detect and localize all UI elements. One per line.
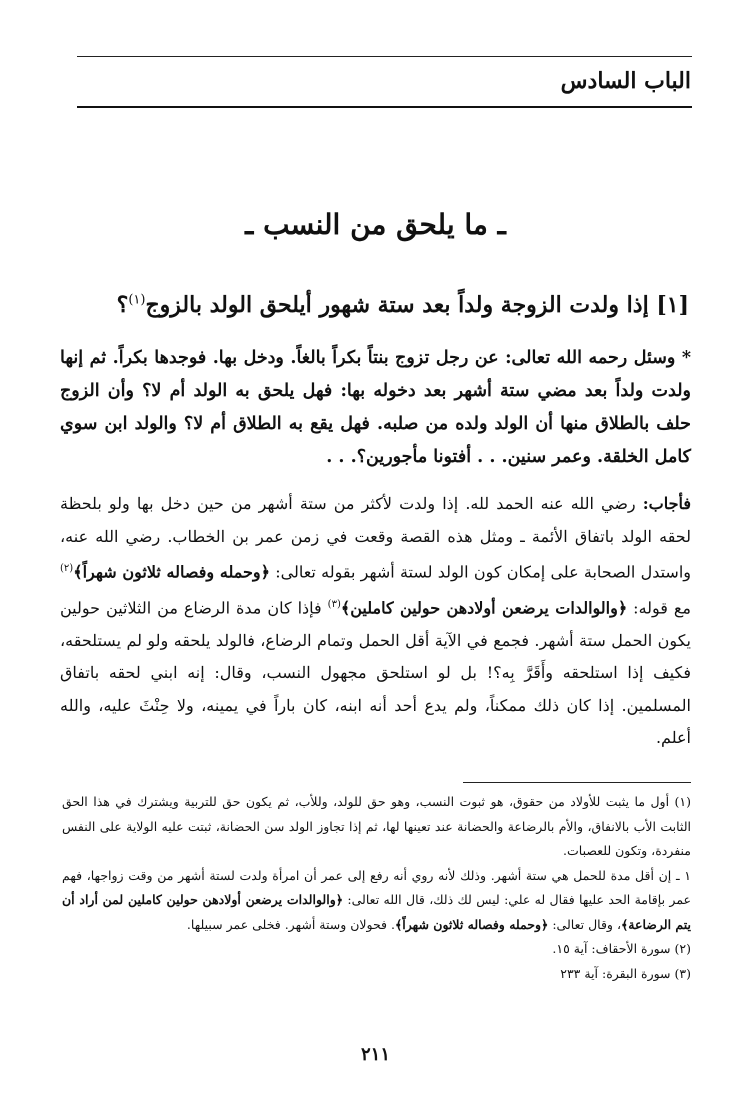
answer-part-2: مع قوله: bbox=[627, 598, 692, 618]
answer-part-3: فإذا كان مدة الرضاع من الثلاثين حولين يكون الحمل ستة أشهر. فجمع في الآية أقل الحمل وتمام الرضاع، فالولد يلحقه ولو لم يستلحقه، فكيف إذا استلحقه وأَقَرَّ بِه؟! بل لو استلحق مجهول النسب، وقال: إنه ابني لحقه باتفاق المسلمين. إذا كان ذلك ممكناً، ولم يدع أحد أنه ابنه، كان باراً في يمينه، ولا حِنْثَ عليه، والله أعلم. bbox=[60, 598, 692, 748]
verse-2: ﴿والوالدات يرضعن أولادهن حولين كاملين﴾ bbox=[340, 598, 628, 618]
footnote-rule bbox=[463, 782, 691, 783]
running-head: الباب السادس bbox=[560, 68, 691, 94]
chapter-title: ـ ما يلحق من النسب ـ bbox=[245, 208, 506, 241]
footnote-1: (١) أول ما يثبت للأولاد من حقوق، هو ثبوت النسب، وهو حق للولد، وللأب، ثم يكون حق للتربية ويشترك في هذا الحق الثابت الأب بالانفاق، والأم بالرضاعة والحضانة عند تعينها لها، ثم إذا تجاوز الولد سن الحضانة، ثبتت عليه الولاية على النفس منفردة، وتكون للعصبات. bbox=[62, 794, 691, 858]
footnote-verse-2: ﴿وحمله وفصاله ثلاثون شهراً﴾ bbox=[394, 916, 549, 932]
footnote-ref-3: (٣) bbox=[327, 598, 341, 610]
page-number: ٢١١ bbox=[360, 1044, 390, 1065]
footnote-1b-start: ١ ـ إن أقل مدة للحمل هي ستة أشهر. وذلك لأنه روي أنه رفع إلى عمر أن امرأة ولدت لستة أشهر من وقت زواجها، فهم عمر بإقامة الحد عليها فقال له علي: ليس لك ذلك، قال الله تعالى: bbox=[62, 867, 692, 907]
question-heading bbox=[70, 292, 689, 318]
answer-lead: فأجاب: bbox=[642, 494, 691, 513]
footnote-ref-1: (١) bbox=[128, 292, 146, 308]
footnote-2: (٢) سورة الأحقاف: آية ١٥. bbox=[552, 941, 691, 956]
answer-part-1: رضي الله عنه الحمد لله. إذا ولدت لأكثر من ستة أشهر من حين دخل بها ولو بلحظة لحقه الولد باتفاق الأئمة ـ ومثل هذه القصة وقعت في زمن عمر بن الخطاب. رضي الله عنه، واستدل الصحابة على إمكان كون الولد لستة أشهر بقوله تعالى: bbox=[60, 494, 691, 582]
footnote-1b-mid: ، وقال تعالى: bbox=[548, 916, 621, 932]
question-text: * وسئل رحمه الله تعالى: عن رجل تزوج بنتاً بكراً بالغاً. ودخل بها. فوجدها بكراً. ثم إنها ولدت ولداً بعد مضي ستة أشهر بعد دخوله بها: فهل يلحق به الولد أم لا؟ وأن الزوج حلف بالطلاق منها أن الولد ولده من صلبه. فهل يقع به الطلاق أم لا؟ والولد ابن سوي كامل الخلقة. وعمر سنين. . . أفتونا مأجورين؟. . . bbox=[60, 348, 691, 467]
header-rule bbox=[77, 106, 692, 108]
footnote-3: (٣) سورة البقرة: آية ٢٣٣ bbox=[560, 965, 691, 981]
footnote-ref-2: (٢) bbox=[60, 563, 74, 574]
footnotes bbox=[62, 790, 691, 986]
verse-1: ﴿وحمله وفصاله ثلاثون شهراً﴾ bbox=[73, 562, 270, 582]
question-mark: ؟ bbox=[116, 292, 129, 318]
question-heading-text: [١] إذا ولدت الزوجة ولداً بعد ستة شهور أيلحق الولد بالزوج bbox=[145, 292, 689, 318]
answer-text bbox=[60, 488, 691, 755]
footnote-1-continued bbox=[62, 864, 691, 938]
footnote-1b-end: . فحولان وستة أشهر. فخلى عمر سبيلها. bbox=[186, 916, 395, 932]
footnote-verse-1: ﴿والوالدات يرضعن أولادهن حولين كاملين لمن أراد أن يتم الرضاعة﴾ bbox=[62, 892, 691, 932]
top-rule bbox=[77, 56, 692, 57]
